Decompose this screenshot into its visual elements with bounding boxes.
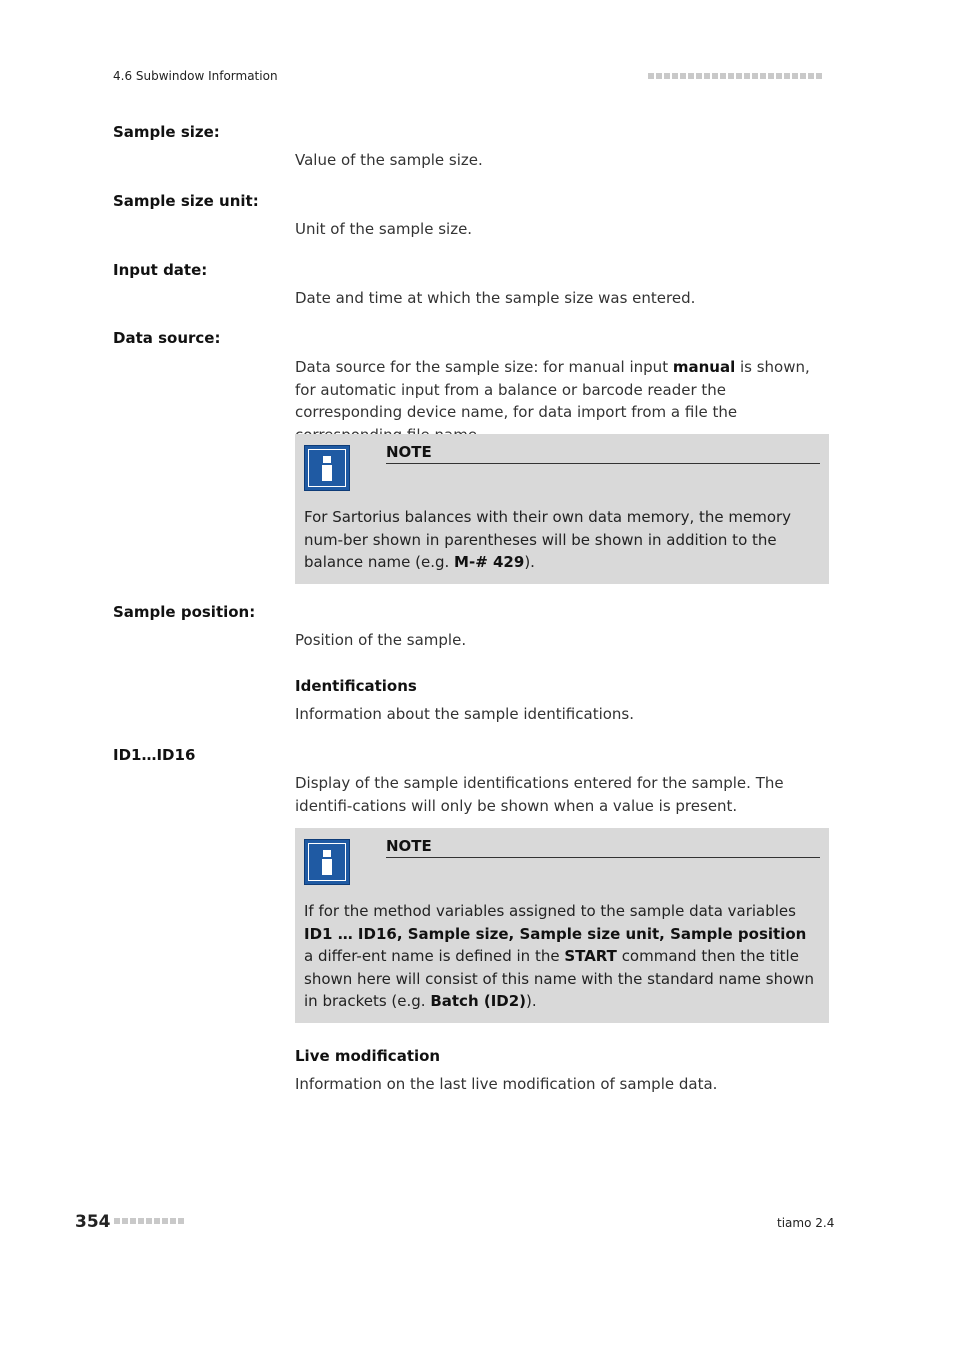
- term-sample-size: Sample size:: [113, 123, 220, 141]
- note-body-text: For Sartorius balances with their own data memory, the memory num-ber shown in parentheses will be shown in addition to the balance name (e.g.: [304, 508, 792, 571]
- desc-sample-size: Value of the sample size.: [295, 151, 483, 169]
- term-sample-position: Sample position:: [113, 603, 256, 621]
- note-box: [295, 434, 829, 584]
- desc-data-source-bold: manual: [672, 358, 736, 376]
- note-box: [295, 828, 829, 1023]
- note-title: NOTE: [386, 443, 820, 464]
- desc-identifications: Information about the sample identifications.: [295, 705, 635, 723]
- note-title: NOTE: [386, 837, 820, 858]
- term-sample-size-unit: Sample size unit:: [113, 192, 259, 210]
- running-header-section: 4.6 Subwindow Information: [113, 69, 278, 83]
- note-body-text: a differ-ent name is defined in the: [304, 947, 565, 965]
- heading-live-modification: Live modification: [295, 1047, 441, 1065]
- note-body-text: command then the title shown here will consist of this name with the standard name shown in brackets (e.g.: [304, 947, 815, 1010]
- header-dots-decoration: [648, 73, 822, 79]
- note-body-bold: Batch (ID2): [430, 992, 527, 1010]
- term-input-date: Input date:: [113, 261, 208, 279]
- desc-data-source-part: is shown, for automatic input from a balance or barcode reader the corresponding device name, for data import from a file the: [295, 358, 810, 421]
- desc-data-source: [295, 356, 825, 446]
- note-body: [304, 900, 820, 1013]
- page-number: 354: [75, 1212, 111, 1232]
- desc-live-modification: Information on the last live modification of sample data.: [295, 1075, 718, 1093]
- note-body-bold: M-# 429: [454, 553, 525, 571]
- note-body-text: ).: [524, 553, 535, 571]
- note-body-text: If for the method variables assigned to the sample data variables: [304, 902, 796, 920]
- info-icon: [304, 839, 350, 885]
- desc-id1-id16: Display of the sample identifications entered for the sample. The identifi-cations will only be shown when a value is present.: [295, 774, 784, 815]
- desc-sample-size-unit: Unit of the sample size.: [295, 220, 473, 238]
- footer-product: tiamo 2.4: [777, 1216, 835, 1230]
- note-body-text: ).: [526, 992, 537, 1010]
- footer-dots-decoration: [114, 1218, 184, 1224]
- term-id1-id16: ID1…ID16: [113, 746, 196, 764]
- note-body-bold: START: [564, 947, 617, 965]
- desc-data-source-part: Data source for the sample size: for manual input: [295, 358, 673, 376]
- desc-input-date: Date and time at which the sample size was entered.: [295, 289, 696, 307]
- note-body-bold: ID1 … ID16, Sample size, Sample size unit, Sample position: [304, 924, 807, 943]
- desc-sample-position: Position of the sample.: [295, 631, 467, 649]
- info-icon: [304, 445, 350, 491]
- note-body: [304, 506, 820, 574]
- heading-identifications: Identifications: [295, 677, 417, 695]
- term-data-source: Data source:: [113, 329, 221, 347]
